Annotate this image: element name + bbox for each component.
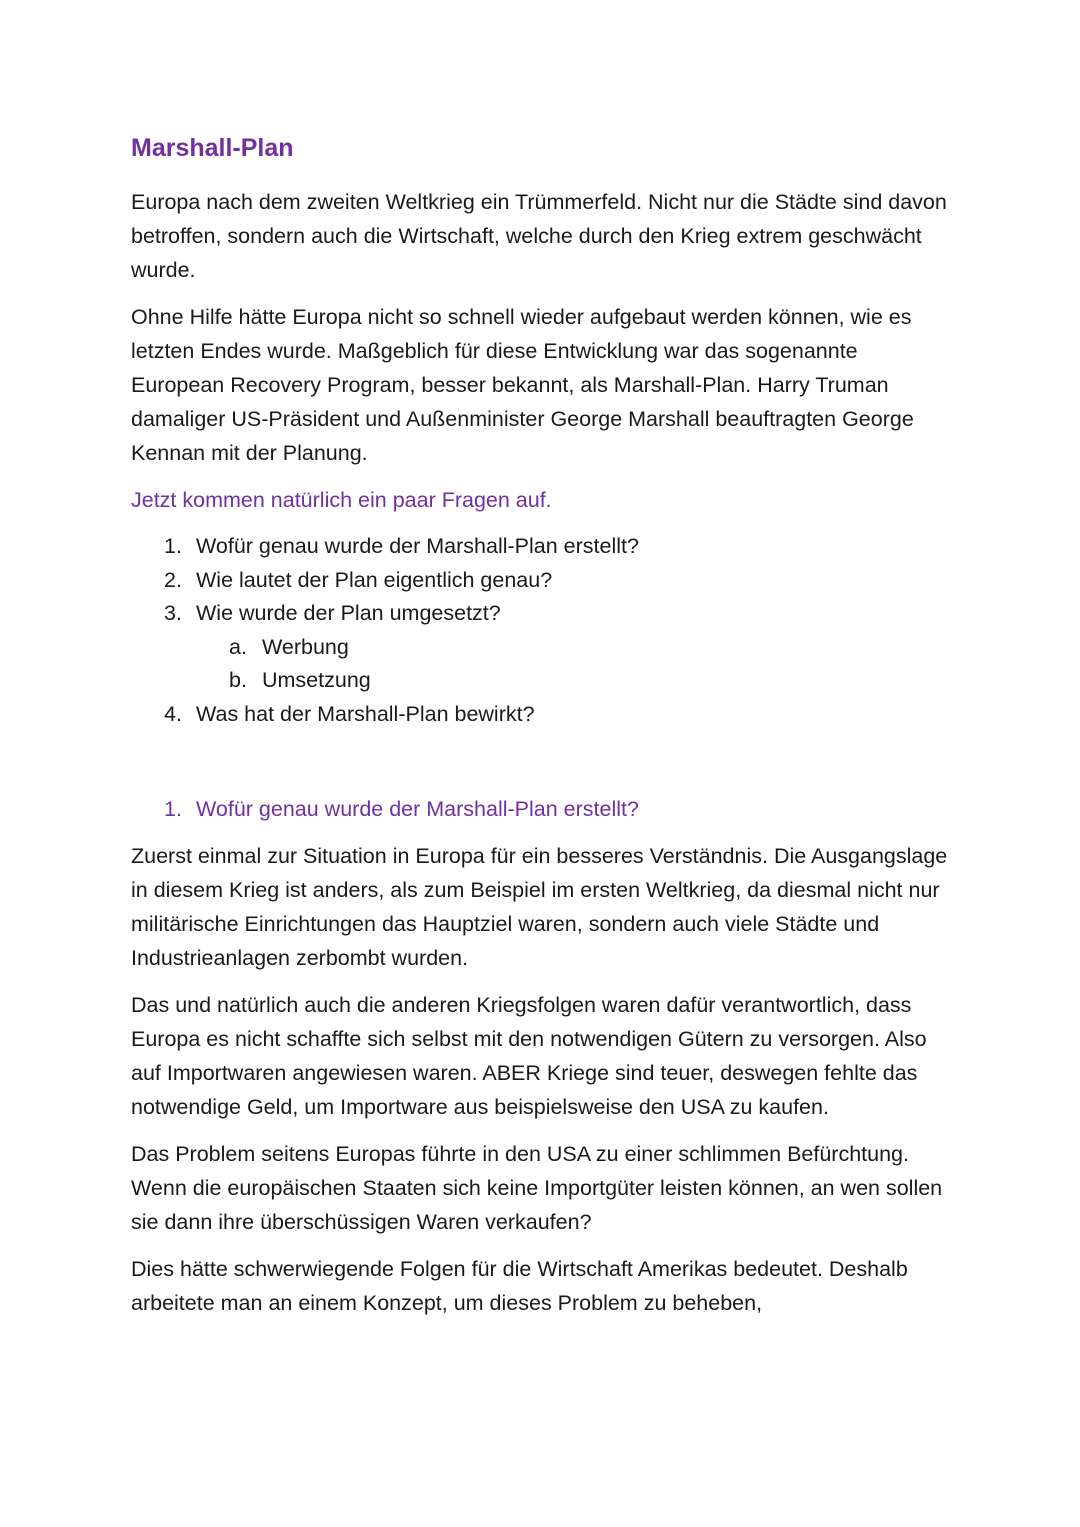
question-text: Wofür genau wurde der Marshall-Plan erstellt? bbox=[196, 534, 639, 558]
section-heading bbox=[131, 792, 951, 826]
sub-question-item bbox=[131, 631, 951, 665]
intro-paragraph-1: Europa nach dem zweiten Weltkrieg ein Trümmerfeld. Nicht nur die Städte sind davon betroffen, sondern auch die Wirtschaft, welche durch den Krieg extrem geschwächt wurde. bbox=[131, 190, 947, 282]
question-number: 3. bbox=[164, 601, 182, 625]
sub-question-text: Umsetzung bbox=[262, 668, 371, 692]
questions-intro: Jetzt kommen natürlich ein paar Fragen auf. bbox=[131, 488, 552, 512]
sub-question-item bbox=[131, 664, 951, 698]
question-item bbox=[131, 530, 951, 564]
question-number: 1. bbox=[164, 534, 182, 558]
question-item bbox=[131, 597, 951, 631]
section-heading-text: Wofür genau wurde der Marshall-Plan erstellt? bbox=[196, 797, 639, 821]
document-page bbox=[131, 128, 951, 1333]
question-text: Wie lautet der Plan eigentlich genau? bbox=[196, 567, 553, 592]
question-item bbox=[131, 564, 951, 598]
document-title: Marshall-Plan bbox=[131, 134, 294, 162]
section-paragraph-4: Dies hätte schwerwiegende Folgen für die Wirtschaft Amerikas bedeutet. Deshalb arbeitete man an einem Konzept, um dieses Problem zu beheben, bbox=[131, 1257, 908, 1315]
section-number: 1. bbox=[164, 797, 182, 821]
intro-paragraph-2: Ohne Hilfe hätte Europa nicht so schnell wieder aufgebaut werden können, wie es letzten Endes wurde. Maßgeblich für diese Entwicklung war das sogenannte European Recovery Program, besser bekannt, als Marshall-Plan. Harry Truman damaliger US-Präsident und Außenminister George Marshall beauftragten George Kennan mit der Planung. bbox=[131, 305, 914, 465]
questions-list bbox=[131, 530, 951, 731]
section-paragraph-1: Zuerst einmal zur Situation in Europa für ein besseres Verständnis. Die Ausgangslage in diesem Krieg ist anders, als zum Beispiel im ersten Weltkrieg, da diesmal nicht nur militärische Einrichtungen das Hauptziel waren, sondern auch viele Städte und Industrieanlagen zerbombt wurden. bbox=[131, 844, 948, 970]
sub-question-letter: a. bbox=[229, 634, 247, 659]
sub-question-text: Werbung bbox=[262, 634, 349, 659]
section-paragraph-3: Das Problem seitens Europas führte in den USA zu einer schlimmen Befürchtung. Wenn die europäischen Staaten sich keine Importgüter leisten können, an wen sollen sie dann ihre überschüssigen Waren verkaufen? bbox=[131, 1142, 943, 1234]
question-text: Was hat der Marshall-Plan bewirkt? bbox=[196, 701, 535, 726]
sub-question-letter: b. bbox=[229, 668, 247, 692]
question-number: 2. bbox=[164, 567, 182, 592]
question-text: Wie wurde der Plan umgesetzt? bbox=[196, 601, 501, 625]
section-paragraph-2: Das und natürlich auch die anderen Kriegsfolgen waren dafür verantwortlich, dass Europa es nicht schaffte sich selbst mit den notwendigen Gütern zu versorgen. Also auf Importwaren angewiesen waren. ABER Kriege sind teuer, deswegen fehlte das notwendige Geld, um Importware aus beispielsweise den USA zu kaufen. bbox=[131, 993, 927, 1119]
spacer bbox=[131, 731, 951, 792]
question-number: 4. bbox=[164, 701, 182, 726]
question-item bbox=[131, 698, 951, 732]
